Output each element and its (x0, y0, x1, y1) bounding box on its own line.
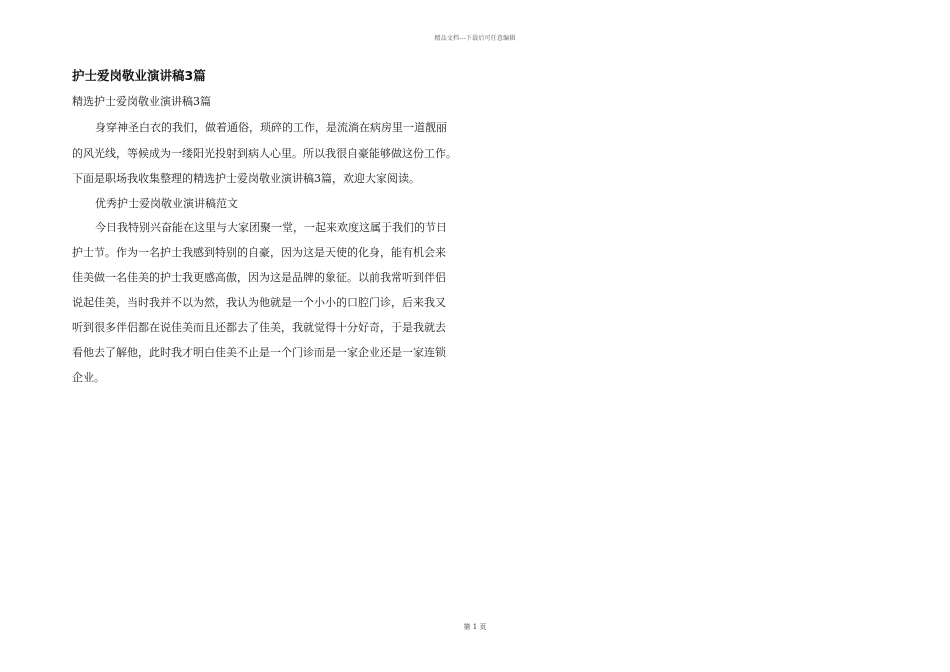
intro-line: 下面是职场我收集整理的精选护士爱岗敬业演讲稿3篇，欢迎大家阅读。 (72, 172, 420, 185)
body-line: 说起佳美，当时我并不以为然，我认为他就是一个小小的口腔门诊，后来我又 (72, 296, 446, 309)
body-line: 企业。 (72, 371, 105, 384)
document-subtitle: 精选护士爱岗敬业演讲稿3篇 (72, 95, 211, 108)
body-line: 今日我特别兴奋能在这里与大家团聚一堂，一起来欢度这属于我们的节日 (95, 221, 447, 234)
body-line: 听到很多伴侣都在说佳美而且还都去了佳美，我就觉得十分好奇，于是我就去 (72, 321, 446, 334)
intro-line: 身穿神圣白衣的我们，做着通俗，琐碎的工作，是流淌在病房里一道靓丽 (95, 121, 447, 134)
section-heading: 优秀护士爱岗敬业演讲稿范文 (95, 197, 238, 210)
page-header-note: 精品文档---下载后可任意编辑 (434, 35, 516, 42)
body-line: 护士节。作为一名护士我感到特别的自豪，因为这是天使的化身，能有机会来 (72, 246, 446, 259)
intro-line: 的风光线，等候成为一缕阳光投射到病人心里。所以我很自豪能够做这份工作。 (72, 147, 457, 160)
body-line: 看他去了解他，此时我才明白佳美不止是一个门诊而是一家企业还是一家连锁 (72, 346, 446, 359)
document-title: 护士爱岗敬业演讲稿3篇 (72, 68, 206, 83)
page-number: 第 1 页 (463, 623, 487, 631)
body-line: 佳美做一名佳美的护士我更感高傲，因为这是品牌的象征。以前我常听到伴侣 (72, 271, 446, 284)
